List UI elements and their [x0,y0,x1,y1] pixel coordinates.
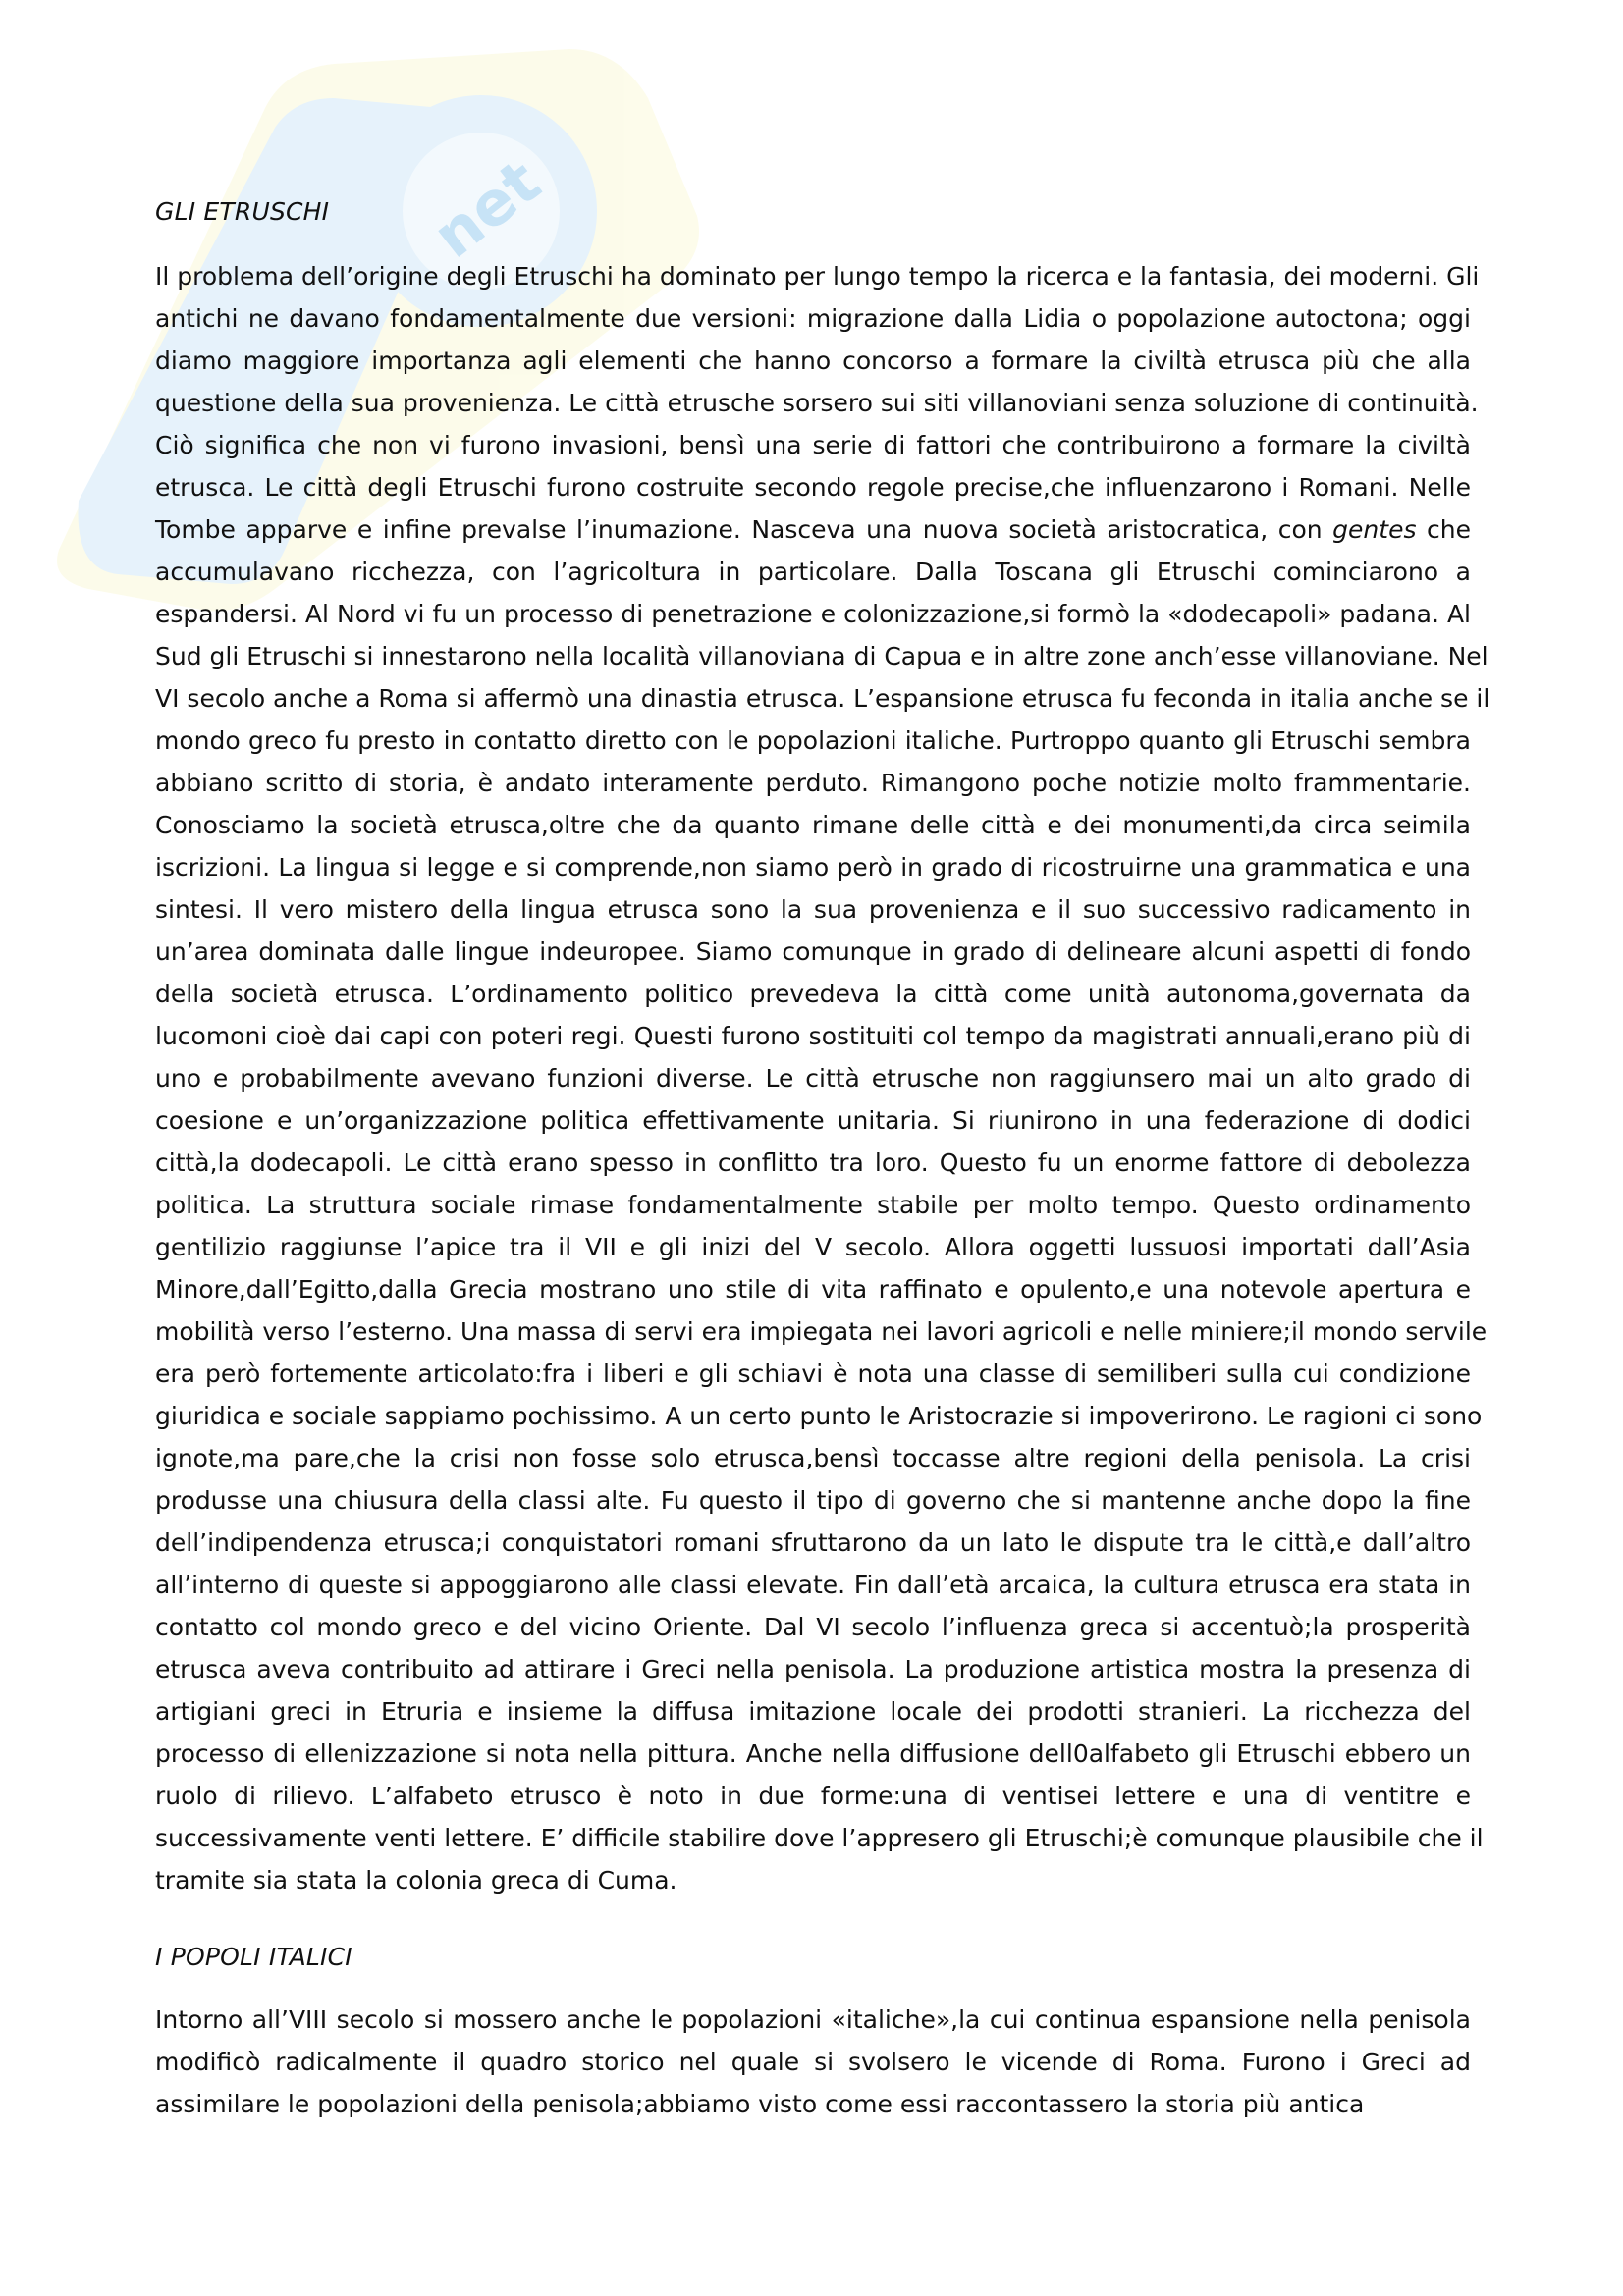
text-line: processo di ellenizzazione si nota nella pittura. Anche nella diffusione dell0alfabeto gli Etruschi ebbero un [155,1739,1471,1768]
text-line: mondo greco fu presto in contatto diretto con le popolazioni italiche. Purtroppo quanto gli Etruschi sembra [155,726,1471,755]
text-line: Il problema dell’origine degli Etruschi ha dominato per lungo tempo la ricerca e la fantasia, dei moderni. Gli [155,262,1480,291]
text-line: etrusca. Le città degli Etruschi furono costruite secondo regole precise,che influenzarono i Romani. Nelle [155,473,1471,502]
text-line: mobilità verso l’esterno. Una massa di servi era impiegata nei lavori agricoli e nelle miniere;il mondo servile [155,1317,1488,1346]
text-line: abbiano scritto di storia, è andato interamente perduto. Rimangono poche notizie molto frammentarie. [155,769,1471,797]
text-line: antichi ne davano fondamentalmente due versioni: migrazione dalla Lidia o popolazione autoctona; oggi [155,304,1471,333]
text-line: ignote,ma pare,che la crisi non fosse solo etrusca,bensì toccasse altre regioni della penisola. La crisi [155,1444,1471,1472]
text-line: ruolo di rilievo. L’alfabeto etrusco è noto in due forme:una di ventisei lettere e una di ventitre e [155,1782,1471,1810]
text-line: giuridica e sociale sappiamo pochissimo. A un certo punto le Aristocrazie si impoverirono. Le ragioni ci sono [155,1402,1483,1430]
text-line: all’interno di queste si appoggiarono alle classi elevate. Fin dall’età arcaica, la cultura etrusca era stata in [155,1571,1471,1599]
text-line: Ciò significa che non vi furono invasioni, bensì una serie di fattori che contribuirono a formare la civiltà [155,431,1471,459]
text-line: Conosciamo la società etrusca,oltre che da quanto rimane delle città e dei monumenti,da circa seimila [155,811,1471,839]
text-line: produsse una chiusura della classi alte. Fu questo il tipo di governo che si mantenne anche dopo la fine [155,1486,1471,1515]
section-heading-popoli-italici: I POPOLI ITALICI [155,1943,352,1971]
italic-term: gentes [1332,515,1417,544]
section-heading-etruschi: GLI ETRUSCHI [155,197,330,226]
text-line: dell’indipendenza etrusca;i conquistatori romani sfruttarono da un lato le dispute tra le città,e dall’altro [155,1528,1471,1557]
text-line: VI secolo anche a Roma si affermò una dinastia etrusca. L’espansione etrusca fu feconda in italia anche se il [155,684,1490,713]
text-line: diamo maggiore importanza agli elementi che hanno concorso a formare la civiltà etrusca più che alla [155,347,1471,375]
text-line: della società etrusca. L’ordinamento politico prevedeva la città come unità autonoma,governata da [155,980,1471,1008]
text-line: tramite sia stata la colonia greca di Cuma. [155,1866,677,1895]
text-line: espandersi. Al Nord vi fu un processo di penetrazione e colonizzazione,si formò la «dodecapoli» padana. Al [155,600,1471,628]
text-line: sintesi. Il vero mistero della lingua etrusca sono la sua provenienza e il suo successivo radicamento in [155,895,1471,924]
text-line: modificò radicalmente il quadro storico nel quale si svolsero le vicende di Roma. Furono i Greci ad [155,2048,1471,2076]
text-line: coesione e un’organizzazione politica effettivamente unitaria. Si riunirono in una federazione di dodici [155,1106,1471,1135]
text-line: un’area dominata dalle lingue indeuropee. Siamo comunque in grado di delineare alcuni aspetti di fondo [155,937,1471,966]
text-line: artigiani greci in Etruria e insieme la diffusa imitazione locale dei prodotti stranieri. La ricchezza del [155,1697,1471,1726]
text-line: contatto col mondo greco e del vicino Oriente. Dal VI secolo l’influenza greca si accentuò;la prosperità [155,1613,1471,1641]
paragraph-popoli-italici [155,1999,1471,2125]
text-line: assimilare le popolazioni della penisola;abbiamo visto come essi raccontassero la storia più antica [155,2090,1365,2118]
text-line: accumulavano ricchezza, con l’agricoltura in particolare. Dalla Toscana gli Etruschi cominciarono a [155,558,1471,586]
paragraph-etruschi [155,255,1490,1901]
text-line: gentilizio raggiunse l’apice tra il VII e gli inizi del V secolo. Allora oggetti lussuosi importati dall’Asia [155,1233,1471,1261]
text-line: Intorno all’VIII secolo si mossero anche le popolazioni «italiche»,la cui continua espansione nella penisola [155,2005,1471,2034]
text-line: città,la dodecapoli. Le città erano spesso in conflitto tra loro. Questo fu un enorme fattore di debolezza [155,1148,1471,1177]
text-line: iscrizioni. La lingua si legge e si comprende,non siamo però in grado di ricostruirne una grammatica e una [155,853,1471,881]
text-line: politica. La struttura sociale rimase fondamentalmente stabile per molto tempo. Questo ordinamento [155,1191,1471,1219]
text-line: Minore,dall’Egitto,dalla Grecia mostrano uno stile di vita raffinato e opulento,e una notevole apertura e [155,1275,1471,1304]
text-line: era però fortemente articolato:fra i liberi e gli schiavi è nota una classe di semiliberi sulla cui condizione [155,1360,1471,1388]
text-line: uno e probabilmente avevano funzioni diverse. Le città etrusche non raggiunsero mai un alto grado di [155,1064,1471,1093]
text-line: lucomoni cioè dai capi con poteri regi. Questi furono sostituiti col tempo da magistrati annuali,erano più di [155,1022,1471,1050]
text-line: Sud gli Etruschi si innestarono nella località villanoviana di Capua e in altre zone anch’esse villanoviane. Nel [155,642,1488,670]
text-line: successivamente venti lettere. E’ difficile stabilire dove l’appresero gli Etruschi;è comunque plausibile che il [155,1824,1484,1852]
text-line: questione della sua provenienza. Le città etrusche sorsero sui siti villanoviani senza soluzione di continuità. [155,389,1479,417]
text-line: Tombe apparve e infine prevalse l’inumazione. Nasceva una nuova società aristocratica, con gentes che [155,515,1471,544]
watermark-logo-text: net [419,145,554,272]
text-line: etrusca aveva contribuito ad attirare i Greci nella penisola. La produzione artistica mostra la presenza di [155,1655,1471,1683]
